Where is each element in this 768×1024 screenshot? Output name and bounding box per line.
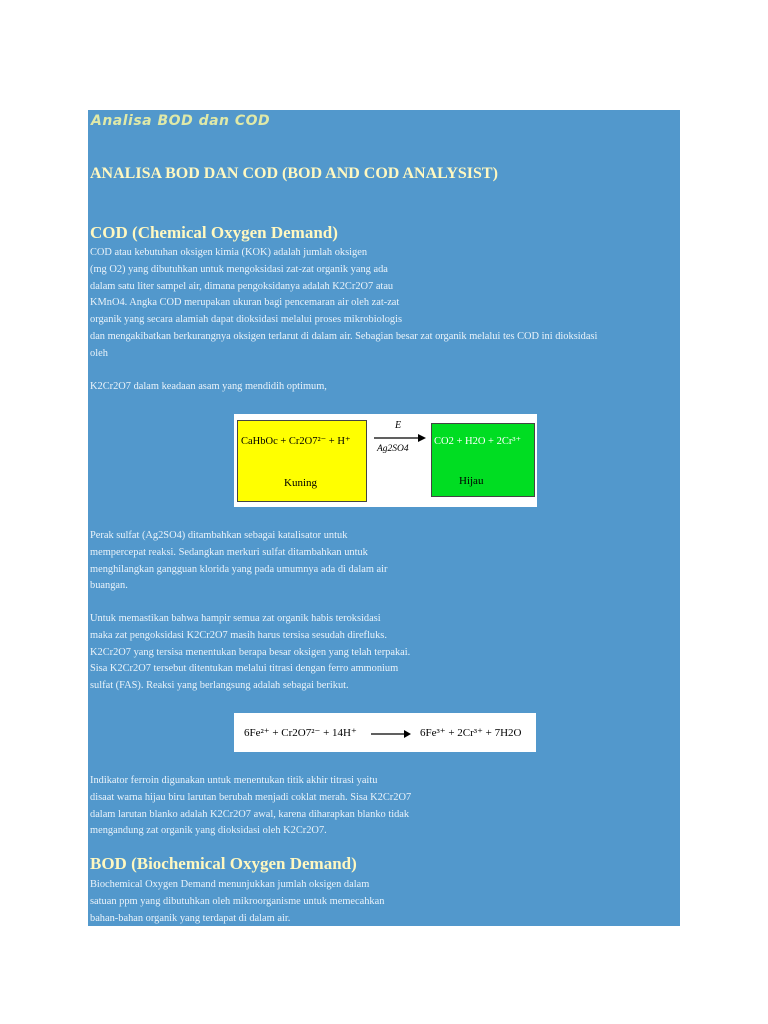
text-line: buangan. xyxy=(90,580,128,592)
fas-products: 6Fe³⁺ + 2Cr³⁺ + 7H2O xyxy=(420,727,522,739)
cod-heading: COD (Chemical Oxygen Demand) xyxy=(90,223,338,242)
text-line: dalam larutan blanko adalah K2Cr2O7 awal, karena diharapkan blanko tidak xyxy=(90,808,410,820)
text-line: menghilangkan gangguan klorida yang pada umumnya ada di dalam air xyxy=(90,563,388,575)
reactant-caption: Kuning xyxy=(284,477,317,489)
text-line: Untuk memastikan bahwa hampir semua zat organik habis teroksidasi xyxy=(90,613,381,624)
cod-condition-line: K2Cr2O7 dalam keadaan asam yang mendidih optimum, xyxy=(90,381,327,392)
text-line: sulfat (FAS). Reaksi yang berlangsung adalah sebagai berikut. xyxy=(90,680,349,692)
reactant-formula: CaHbOc + Cr2O7²⁻ + H⁺ xyxy=(241,436,351,447)
page-title: ANALISA BOD DAN COD (BOD AND COD ANALYSIST) xyxy=(90,165,498,182)
text-line: K2Cr2O7 yang tersisa menentukan berapa besar oksigen yang telah terpakai. xyxy=(90,646,411,658)
reactant-box xyxy=(237,420,367,502)
text-line: (mg O2) yang dibutuhkan untuk mengoksidasi zat-zat organik yang ada xyxy=(90,263,388,275)
text-line: organik yang secara alamiah dapat dioksidasi melalui proses mikrobiologis xyxy=(90,314,403,326)
text-line: maka zat pengoksidasi K2Cr2O7 masih harus tersisa sesudah direfluks. xyxy=(90,629,387,641)
text-line: Indikator ferroin digunakan untuk menentukan titik akhir titrasi yaitu xyxy=(90,775,378,786)
cod-indicator-paragraph xyxy=(90,773,411,840)
arrow-catalyst-label: Ag2SO4 xyxy=(377,444,409,454)
reaction-arrow-icon xyxy=(371,729,411,739)
text-line: Biochemical Oxygen Demand menunjukkan jumlah oksigen dalam xyxy=(90,879,370,890)
text-line: Perak sulfat (Ag2SO4) ditambahkan sebagai katalisator untuk xyxy=(90,530,348,541)
cod-reaction-diagram xyxy=(234,414,537,507)
text-line: mengandung zat organik yang dioksidasi oleh K2Cr2O7. xyxy=(90,825,327,837)
text-line: disaat warna hijau biru larutan berubah menjadi coklat merah. Sisa K2Cr2O7 xyxy=(90,791,412,803)
product-box xyxy=(431,423,535,497)
fas-reactants: 6Fe²⁺ + Cr2O7²⁻ + 14H⁺ xyxy=(244,727,357,739)
fas-reaction-equation xyxy=(234,713,536,752)
reaction-arrow-icon xyxy=(374,433,426,443)
site-title[interactable]: Analisa BOD dan COD xyxy=(91,113,271,129)
text-line: oleh xyxy=(90,347,108,359)
text-line: dan mengakibatkan berkurangnya oksigen terlarut di dalam air. Sebagian besar zat organik melalui tes COD ini dioksidasi xyxy=(90,330,598,342)
content-panel xyxy=(88,110,680,926)
cod-intro-paragraph xyxy=(90,245,597,363)
text-line: COD atau kebutuhan oksigen kimia (KOK) adalah jumlah oksigen xyxy=(90,247,368,258)
text-line: Sisa K2Cr2O7 tersebut ditentukan melalui titrasi dengan ferro ammonium xyxy=(90,663,399,675)
cod-titration-paragraph xyxy=(90,611,410,695)
text-line: dalam satu liter sampel air, dimana pengoksidanya adalah K2Cr2O7 atau xyxy=(90,280,394,292)
product-formula: CO2 + H2O + 2Cr³⁺ xyxy=(434,436,522,447)
arrow-energy-label: E xyxy=(395,420,402,431)
bod-heading: BOD (Biochemical Oxygen Demand) xyxy=(90,854,357,873)
text-line: satuan ppm yang dibutuhkan oleh mikroorganisme untuk memecahkan xyxy=(90,895,385,907)
bod-intro-paragraph xyxy=(90,877,384,926)
text-line: mempercepat reaksi. Sedangkan merkuri sulfat ditambahkan untuk xyxy=(90,546,368,558)
cod-catalyst-paragraph xyxy=(90,528,387,595)
text-line: bahan-bahan organik yang terdapat di dalam air. xyxy=(90,912,291,924)
product-caption: Hijau xyxy=(459,475,484,487)
text-line: KMnO4. Angka COD merupakan ukuran bagi pencemaran air oleh zat-zat xyxy=(90,297,400,309)
